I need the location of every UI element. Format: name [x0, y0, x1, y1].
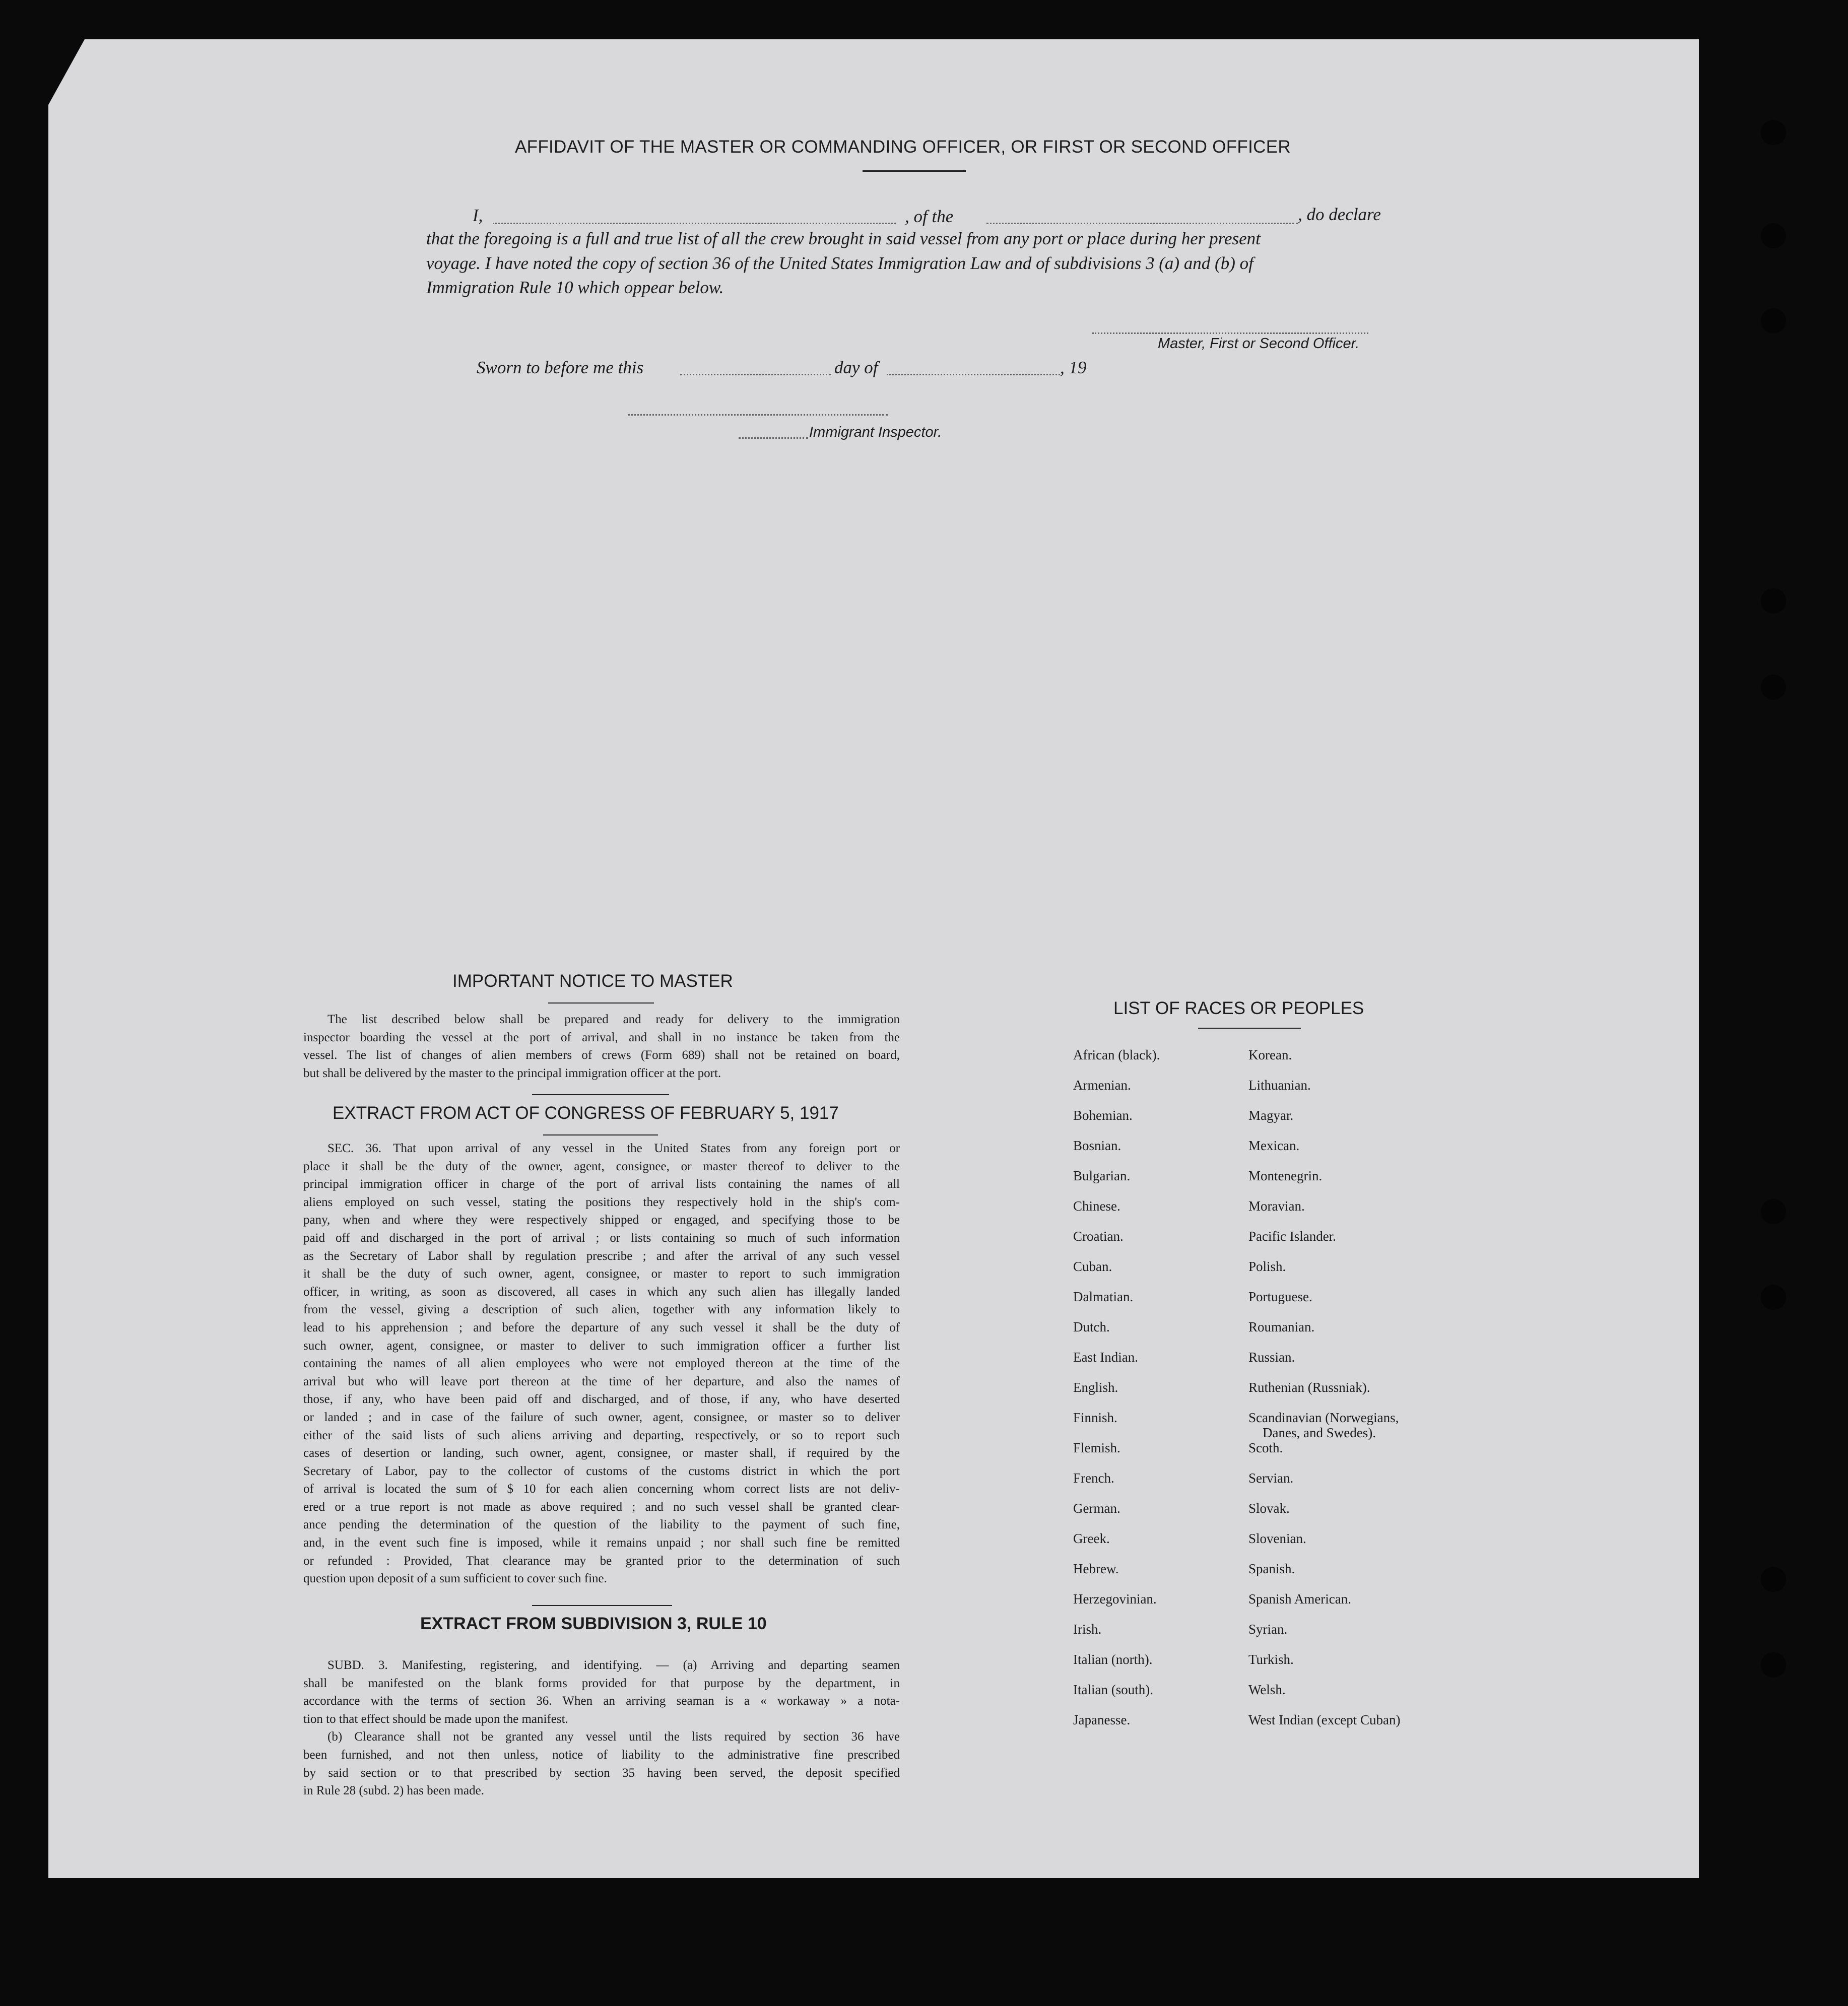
- year-label: , 19: [1060, 358, 1087, 377]
- sworn-label: Sworn to before me this: [477, 358, 644, 377]
- race-item: West Indian (except Cuban): [1248, 1712, 1401, 1727]
- race-item: Servian.: [1248, 1470, 1294, 1486]
- declaration-line: Immigration Rule 10 which oppear below.: [426, 278, 724, 297]
- race-item: Finnish.: [1073, 1410, 1117, 1425]
- text-line: pany, when and where they were respectively shipped or engaged, and specifying those to be: [303, 1213, 900, 1227]
- rule-title: EXTRACT FROM SUBDIVISION 3, RULE 10: [420, 1614, 767, 1633]
- race-item: Mexican.: [1248, 1138, 1300, 1153]
- race-item: Slovak.: [1248, 1501, 1290, 1516]
- race-item: Syrian.: [1248, 1622, 1288, 1637]
- race-item: Italian (south).: [1073, 1682, 1153, 1697]
- race-item: Turkish.: [1248, 1652, 1294, 1667]
- race-item: Portuguese.: [1248, 1289, 1312, 1304]
- text-line: cases of desertion or landing, such owner, agent, consignee, or master shall, if required by the: [303, 1446, 900, 1460]
- race-item: Danes, and Swedes).: [1263, 1425, 1376, 1440]
- inspector-prefix-line: [739, 437, 808, 439]
- binder-hole: [1761, 675, 1786, 700]
- binder-hole: [1761, 1285, 1786, 1310]
- text-line: tion to that effect should be made upon the manifest.: [303, 1712, 568, 1726]
- notice-text: [303, 1011, 900, 1082]
- binder-hole: [1761, 1199, 1786, 1224]
- text-line: those, if any, who have been paid off and discharged, and of those, if any, who have deserted: [303, 1392, 900, 1407]
- text-line: shall be manifested on the blank forms provided for that purpose by the department, in: [303, 1676, 900, 1690]
- race-item: Slovenian.: [1248, 1531, 1306, 1546]
- text-line: paid off and discharged in the port of arrival ; or lists containing so much of such information: [303, 1231, 900, 1245]
- text-line: of arrival is located the sum of $ 10 for each alien concerning whom correct lists are not deliv-: [303, 1482, 900, 1496]
- notice-underline: [548, 1002, 654, 1004]
- race-item: Hebrew.: [1073, 1561, 1119, 1576]
- declaration-line: that the foregoing is a full and true list of all the crew brought in said vessel from any port or place during her present: [426, 229, 1261, 248]
- race-item: Scandinavian (Norwegians,: [1248, 1410, 1399, 1425]
- race-item: East Indian.: [1073, 1350, 1138, 1365]
- binder-hole: [1761, 588, 1786, 614]
- text-line: either of the said lists of such aliens arriving and departing, respectively, or so to report such: [303, 1428, 900, 1442]
- vessel-field-line: [986, 223, 1298, 224]
- race-item: Scoth.: [1248, 1440, 1283, 1455]
- text-line: as the Secretary of Labor shall by regulation prescribe ; and after the arrival of any such vessel: [303, 1249, 900, 1263]
- text-line: principal immigration officer in charge of the port of arrival lists containing the names of all: [303, 1177, 900, 1191]
- master-caption: Master, First or Second Officer.: [1158, 336, 1360, 352]
- master-signature-line: [1092, 332, 1368, 334]
- day-of-label: day of: [834, 358, 878, 377]
- race-item: Roumanian.: [1248, 1319, 1315, 1334]
- race-item: French.: [1073, 1470, 1114, 1486]
- race-item: Russian.: [1248, 1350, 1295, 1365]
- races-underline: [1198, 1028, 1301, 1029]
- race-item: Welsh.: [1248, 1682, 1286, 1697]
- text-line: officer, in writing, as soon as discovered, all cases in which any such alien has illegally landed: [303, 1285, 900, 1299]
- text-line: but shall be delivered by the master to the principal immigration officer at the port.: [303, 1066, 721, 1080]
- race-item: Armenian.: [1073, 1078, 1131, 1093]
- text-line: or landed ; and in case of the failure of such owner, agent, consignee, or master so to deliver: [303, 1410, 900, 1424]
- of-the-label: , of the: [905, 207, 954, 226]
- race-item: Moravian.: [1248, 1198, 1305, 1214]
- race-item: German.: [1073, 1501, 1120, 1516]
- race-item: Polish.: [1248, 1259, 1286, 1274]
- race-item: English.: [1073, 1380, 1118, 1395]
- text-line: Secretary of Labor, pay to the collector of customs of the customs district in which the port: [303, 1464, 900, 1478]
- race-item: African (black).: [1073, 1047, 1160, 1062]
- inspector-caption: Immigrant Inspector.: [809, 424, 942, 440]
- text-line: SEC. 36. That upon arrival of any vessel in the United States from any foreign port or: [327, 1142, 900, 1155]
- race-item: Italian (north).: [1073, 1652, 1153, 1667]
- race-item: Flemish.: [1073, 1440, 1120, 1455]
- race-item: Bohemian.: [1073, 1108, 1133, 1123]
- race-item: Greek.: [1073, 1531, 1110, 1546]
- race-item: Dutch.: [1073, 1319, 1110, 1334]
- text-line: accordance with the terms of section 36. When an arriving seaman is a « workaway » a nota-: [303, 1694, 900, 1708]
- race-item: Croatian.: [1073, 1229, 1124, 1244]
- text-line: ered or a true report is not made as above required ; and no such vessel shall be granted clear-: [303, 1500, 900, 1514]
- text-line: by said section or to that prescribed by section 35 having been served, the deposit specified: [303, 1766, 900, 1780]
- text-line: The list described below shall be prepared and ready for delivery to the immigration: [327, 1013, 900, 1026]
- sworn-day-line: [680, 374, 831, 375]
- race-item: Spanish American.: [1248, 1591, 1351, 1607]
- section-divider: [532, 1605, 672, 1606]
- race-item: Magyar.: [1248, 1108, 1294, 1123]
- declaration-line: voyage. I have noted the copy of section 36 of the United States Immigration Law and of subdivisions 3 (a) and (b) of: [426, 253, 1253, 273]
- notice-title: IMPORTANT NOTICE TO MASTER: [452, 971, 733, 991]
- binder-hole: [1761, 223, 1786, 248]
- race-item: Montenegrin.: [1248, 1168, 1323, 1183]
- text-line: such owner, agent, consignee, or master to deliver to such immigration officer a further list: [303, 1339, 900, 1353]
- text-line: from the vessel, giving a description of such alien, together with any information likely to: [303, 1303, 900, 1317]
- document-page: [48, 39, 1699, 1878]
- text-line: inspector boarding the vessel at the port of arrival, and shall in no instance be taken from the: [303, 1030, 900, 1044]
- text-line: lead to his apprehension ; and before the departure of any such vessel it shall be the duty of: [303, 1320, 900, 1334]
- text-line: and, in the event such fine is imposed, while it remains unpaid ; nor shall such fine be remitted: [303, 1536, 900, 1550]
- act-text: [303, 1140, 900, 1588]
- affidavit-title: AFFIDAVIT OF THE MASTER OR COMMANDING OFFICER, OR FIRST OR SECOND OFFICER: [515, 137, 1291, 157]
- binder-hole: [1761, 120, 1786, 145]
- rule-text: [303, 1656, 900, 1800]
- text-line: been furnished, and not then unless, notice of liability to the administrative fine prescribed: [303, 1748, 900, 1762]
- text-line: (b) Clearance shall not be granted any vessel until the lists required by section 36 have: [327, 1730, 900, 1744]
- text-line: vessel. The list of changes of alien members of crews (Form 689) shall not be retained on board,: [303, 1048, 900, 1062]
- binder-hole: [1761, 1567, 1786, 1592]
- text-line: ance pending the determination of the question of the liability to the payment of such fine,: [303, 1518, 900, 1532]
- race-item: Pacific Islander.: [1248, 1229, 1336, 1244]
- race-item: Bosnian.: [1073, 1138, 1121, 1153]
- race-item: Irish.: [1073, 1622, 1102, 1637]
- text-line: it shall be the duty of such owner, agent, consignee, or master to report to such immigration: [303, 1267, 900, 1281]
- section-divider: [532, 1094, 669, 1095]
- binder-hole: [1761, 1652, 1786, 1678]
- text-line: place it shall be the duty of the owner, agent, consignee, or master thereof to deliver to the: [303, 1159, 900, 1173]
- text-line: arrival but who will leave port thereon at the time of her departure, and also the names of: [303, 1374, 900, 1388]
- text-line: aliens employed on such vessel, stating the positions they respectively hold in the ship's com-: [303, 1195, 900, 1209]
- binder-hole: [1761, 308, 1786, 333]
- title-underline: [863, 170, 966, 172]
- text-line: or refunded : Provided, That clearance may be granted prior to the determination of such: [303, 1554, 900, 1568]
- name-field-line: [493, 223, 896, 224]
- race-item: Lithuanian.: [1248, 1078, 1311, 1093]
- race-item: Cuban.: [1073, 1259, 1112, 1274]
- sworn-month-line: [887, 374, 1060, 375]
- race-item: Bulgarian.: [1073, 1168, 1131, 1183]
- race-item: Japanesse.: [1073, 1712, 1131, 1727]
- text-line: in Rule 28 (subd. 2) has been made.: [303, 1784, 484, 1798]
- do-declare-label: , do declare: [1298, 205, 1381, 224]
- act-title: EXTRACT FROM ACT OF CONGRESS OF FEBRUARY 5, 1917: [333, 1103, 839, 1123]
- i-label: I,: [473, 206, 483, 225]
- race-item: Herzegovinian.: [1073, 1591, 1157, 1607]
- act-underline: [543, 1134, 658, 1135]
- text-line: containing the names of all alien employees who were not employed thereon at the time of the: [303, 1357, 900, 1371]
- races-title: LIST OF RACES OR PEOPLES: [1113, 998, 1364, 1018]
- race-item: Dalmatian.: [1073, 1289, 1134, 1304]
- race-item: Chinese.: [1073, 1198, 1120, 1214]
- race-item: Ruthenian (Russniak).: [1248, 1380, 1370, 1395]
- text-line: SUBD. 3. Manifesting, registering, and identifying. — (a) Arriving and departing seamen: [327, 1658, 900, 1672]
- race-item: Korean.: [1248, 1047, 1292, 1062]
- inspector-signature-line: [628, 414, 888, 416]
- race-item: Spanish.: [1248, 1561, 1295, 1576]
- text-line: question upon deposit of a sum sufficient to cover such fine.: [303, 1572, 607, 1586]
